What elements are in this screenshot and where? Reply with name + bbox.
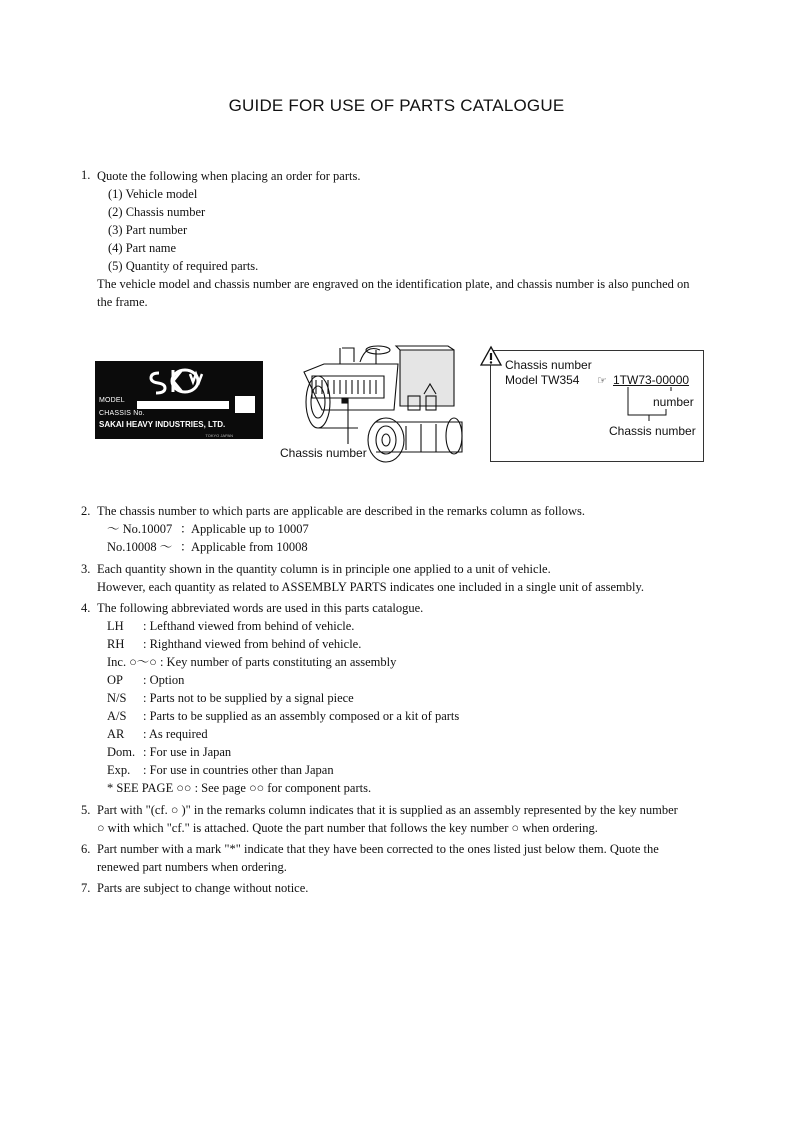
- abbr-value: : Parts not to be supplied by a signal piece: [143, 691, 354, 705]
- chassis-box-model: Model TW354: [505, 373, 580, 387]
- section-5-line-1: Part with "(cf. ○ )" in the remarks column indicates that it is supplied as an assembly represented by the key number: [97, 803, 678, 817]
- section-6-line-1: Part number with a mark "*" indicate that they have been corrected to the ones listed just below them. Quote the: [97, 842, 659, 856]
- abbr-value: : As required: [143, 727, 208, 741]
- section-1-note-cont: the frame.: [97, 295, 148, 309]
- section-3-number: 3.: [81, 562, 91, 576]
- label-chassis-number: Chassis number: [609, 424, 696, 438]
- section-4-number: 4.: [81, 601, 91, 615]
- order-item: (3) Part number: [108, 223, 188, 237]
- range-value: Applicable from 10008: [191, 540, 308, 554]
- section-3-line-2: However, each quantity as related to ASSEMBLY PARTS indicates one included in a single unit of assembly.: [97, 580, 645, 594]
- abbr-key: A/S: [107, 709, 127, 723]
- plate-serial-field: [235, 396, 255, 413]
- range-key: ～ No.10007: [107, 522, 173, 536]
- order-item: (4) Part name: [108, 241, 177, 255]
- section-3-line-1: Each quantity shown in the quantity column is in principle one applied to a unit of vehicle.: [97, 562, 551, 576]
- abbr-row: [107, 689, 354, 707]
- abbr-value: : Option: [143, 673, 185, 687]
- abbr-key: Inc. ○～○: [107, 655, 157, 669]
- section-4-text: The following abbreviated words are used in this parts catalogue.: [97, 601, 424, 615]
- range-value: Applicable up to 10007: [191, 522, 309, 536]
- order-item: (5) Quantity of required parts.: [108, 259, 259, 273]
- abbr-key: RH: [107, 637, 125, 651]
- section-6-line-2: renewed part numbers when ordering.: [97, 860, 287, 874]
- abbr-key: Dom.: [107, 745, 136, 759]
- pointing-hand-icon: ☞: [597, 375, 607, 387]
- abbr-value: : Lefthand viewed from behind of vehicle.: [143, 619, 355, 633]
- abbr-key: * SEE PAGE ○○: [107, 781, 192, 795]
- abbr-value: : See page ○○ for component parts.: [194, 781, 372, 795]
- order-item: (2) Chassis number: [108, 205, 206, 219]
- range-sep: ：: [180, 540, 193, 554]
- abbr-key: LH: [107, 619, 124, 633]
- abbr-key: OP: [107, 673, 123, 687]
- chassis-box-heading: Chassis number: [505, 358, 592, 372]
- warning-icon: [479, 345, 503, 367]
- section-1-intro: Quote the following when placing an order for parts.: [97, 169, 361, 183]
- plate-model-label: MODEL: [99, 397, 125, 404]
- label-number: number: [653, 395, 694, 409]
- abbr-key: N/S: [107, 691, 127, 705]
- abbr-row: [107, 653, 396, 671]
- section-2-number: 2.: [81, 504, 91, 518]
- range-key: No.10008 ～: [107, 540, 173, 554]
- plate-company: SAKAI HEAVY INDUSTRIES, LTD.: [99, 420, 226, 429]
- section-5-number: 5.: [81, 803, 91, 817]
- abbr-row: [107, 743, 231, 761]
- abbr-row: [107, 761, 334, 779]
- section-2-text: The chassis number to which parts are applicable are described in the remarks column as follows.: [97, 504, 586, 518]
- abbr-row: [107, 635, 361, 653]
- section-1-note: The vehicle model and chassis number are engraved on the identification plate, and chassis number is also punched on: [97, 277, 690, 291]
- machine-chassis-callout: Chassis number: [280, 446, 367, 460]
- abbr-value: : For use in Japan: [143, 745, 232, 759]
- abbr-value: : For use in countries other than Japan: [143, 763, 334, 777]
- section-6-number: 6.: [81, 842, 91, 856]
- identification-plate: [95, 361, 263, 439]
- abbr-row: [107, 725, 208, 743]
- range-sep: ：: [180, 522, 193, 536]
- chassis-number-box: [490, 350, 704, 462]
- page-title: GUIDE FOR USE OF PARTS CATALOGUE: [228, 96, 565, 115]
- order-item: (1) Vehicle model: [108, 187, 198, 201]
- chassis-code: 1TW73-00000: [613, 373, 690, 387]
- section-7-number: 7.: [81, 881, 91, 895]
- abbr-value: : Key number of parts constituting an assembly: [159, 655, 397, 669]
- abbr-row: [107, 617, 354, 635]
- section-1-number: 1.: [81, 168, 91, 182]
- section-7-text: Parts are subject to change without notice.: [97, 881, 309, 895]
- abbr-value: : Parts to be supplied as an assembly composed or a kit of parts: [143, 709, 460, 723]
- plate-city: TOKYO JAPAN: [205, 433, 233, 438]
- abbr-row: [107, 779, 371, 797]
- abbr-row: [107, 671, 184, 689]
- abbr-key: AR: [107, 727, 125, 741]
- section-5-line-2: ○ with which "cf." is attached. Quote the part number that follows the key number ○ when ordering.: [97, 821, 598, 835]
- plate-chassis-label: CHASSIS No.: [99, 410, 145, 417]
- plate-model-field: [137, 401, 229, 409]
- abbr-value: : Righthand viewed from behind of vehicle.: [143, 637, 362, 651]
- abbr-row: [107, 707, 459, 725]
- abbr-key: Exp.: [107, 763, 131, 777]
